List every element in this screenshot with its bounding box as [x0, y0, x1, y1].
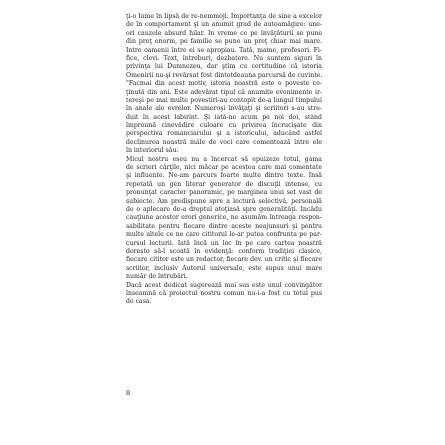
paragraph: [126, 156, 322, 282]
text-line: în anale ale evrelor. Numeroşi învăţaţi şi scriitori s-au stre-: [126, 105, 322, 113]
text-line: de o aplecare de-a dreptul atoţiasă spre generalităţi. Încădu: [126, 205, 322, 213]
text-line: privinţa lui Dumnezeu, dar ştim cu certitudine că istoria: [126, 63, 322, 71]
text-line: ori cauzele absurd hilar. În vreme ce pe învăţăturii se pune: [126, 29, 322, 37]
text-line: Dacă acest dedicat sugerează mai sus este unul convingător: [126, 281, 322, 289]
page-number: 8: [126, 389, 131, 397]
text-line: declinurea noastră mâle de voci care comentează între ele: [126, 138, 322, 146]
text-line: sabilitate pentru fiecare dintre aceste neajunsuri şi pentru: [126, 222, 322, 230]
text-line: de casa.: [126, 298, 152, 306]
text-line: de în comportament şi un anumit grad de autoamăgire: une-: [126, 21, 322, 29]
text-line: ţi-o lume în lipsă de re-nemmoji. Importanţa de sine a excelor: [126, 13, 322, 20]
body-text: [126, 13, 322, 383]
text-line: de scrieri cărţile, nici măcar pe acestea care mai comentate: [126, 164, 322, 172]
text-line: tereşi pe mai multe povestiri-au contopit de-a lungul timpului: [126, 96, 322, 104]
text-line: şi influente. Ne-am parcurs foarte multe dintre texte. Însă: [126, 172, 322, 180]
text-line: repetată un gen literar generator de discuţii intense, cu: [126, 180, 322, 188]
text-line: înseamnă că proiectul nostru comun nu-i-a fost cu totul pus: [126, 289, 322, 297]
text-line: fice, clevi. Text, întreburi, dezbatere. Nu suntem siguri în: [126, 54, 322, 62]
text-line: scriitor, inclusiv Autorul universale, este supus unui mare: [126, 264, 322, 272]
text-line: dorește să-l scoată în evidenţă: conform tradiţiei clasice,: [126, 247, 322, 255]
text-line: în interiorul său.: [126, 147, 179, 155]
text-line: subiecte. Am predispune spre a lectură selectivă, personală: [126, 197, 322, 205]
text-line: număr de întrebări.: [126, 273, 188, 281]
text-line: din preţ enorm, pe familie se pune un preţ chiar mai mare.: [126, 38, 322, 46]
text-line: cursul lecturii. Iată încă un loc în pe care cartea noastră: [126, 239, 322, 247]
text-line: perspectiva romanciarului şi a istoricului, aducând astfel: [126, 130, 322, 138]
text-line: fiecare cititor este un redactor, fiecare dev. un critic şi fiecare: [126, 256, 322, 264]
text-line: Omenirii nu-şi revărsat fost dintotdeauna parcursă de cuvinte.: [126, 71, 322, 79]
text-line: "Facmai din acest motiv, istoria noastră este o poveste ce-: [126, 80, 322, 88]
paragraph: [126, 13, 322, 156]
text-line: Între oamenii între ei se apropiau. Tată, mame, profesori. Fi-: [126, 46, 322, 54]
text-line: împreună cinevădire culoare cu privirea încrucişate din: [126, 122, 322, 130]
text-line: cauţiune acestor erori generice, ne asumăm întreaga respon-: [126, 214, 322, 222]
text-line: pronunţat caracter panoramic, pe marginea unui set vast de: [126, 189, 322, 197]
text-line: multe altele ce ne care cititorul le-ar putea confrunta pe par-: [126, 231, 322, 239]
text-line: ţinută din ani. Este adevărat tipul că anumite evenimente ir-: [126, 88, 322, 96]
text-line: duit în acest labirint. Şi iată-ne acum pe noi doi, stând: [126, 113, 322, 121]
paragraph: [126, 282, 322, 307]
text-line: Micul nostru eseu nu a încercat să epuizeze totul, gama: [126, 155, 322, 163]
